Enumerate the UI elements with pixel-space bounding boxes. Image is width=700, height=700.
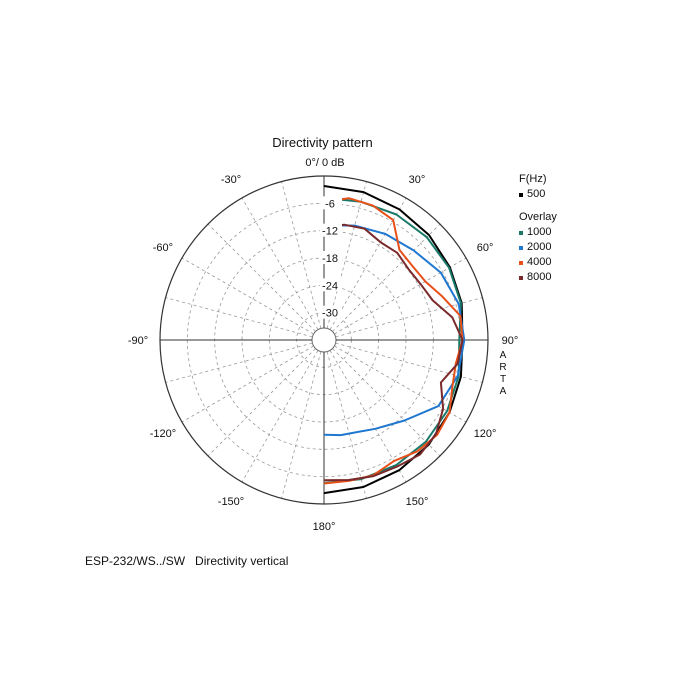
angle-tick-label: -150° — [217, 496, 245, 509]
legend-item-8000 — [519, 270, 557, 285]
chart-title: Directivity pattern — [272, 135, 373, 150]
grid-spoke — [242, 198, 318, 330]
legend — [519, 172, 557, 285]
legend-label: 4000 — [527, 256, 552, 268]
watermark-letter: R — [499, 362, 507, 373]
legend-swatch — [519, 276, 523, 280]
angle-tick-label: -90° — [127, 335, 149, 347]
grid-spoke — [332, 348, 439, 455]
grid-spoke — [242, 350, 318, 482]
grid-spoke — [208, 348, 315, 455]
zero-angle-label: 0°/ 0 dB — [305, 157, 345, 169]
legend-swatch — [519, 231, 523, 235]
angle-tick-label: 150° — [405, 496, 429, 509]
grid-spoke — [330, 350, 406, 482]
angle-tick-label: 60° — [476, 242, 494, 254]
grid-spoke — [282, 182, 321, 329]
angle-tick-label: 90° — [501, 335, 519, 347]
legend-swatch — [519, 261, 523, 265]
legend-item-4000 — [519, 255, 557, 270]
series-4000-line — [324, 198, 463, 483]
legend-label: 500 — [527, 188, 546, 200]
caption: ESP-232/WS../SW Directivity vertical — [85, 554, 289, 568]
legend-item-500 — [519, 187, 557, 202]
legend-item-2000 — [519, 240, 557, 255]
radial-tick-label: -12 — [322, 225, 338, 238]
legend-overlay-header: Overlay — [519, 211, 557, 223]
angle-tick-label: -30° — [220, 173, 242, 186]
radial-tick-label: -6 — [325, 198, 335, 211]
angle-tick-label: 180° — [312, 521, 336, 533]
watermark-letter: T — [499, 374, 507, 385]
grid-spoke — [182, 258, 314, 334]
legend-swatch — [519, 246, 523, 250]
angle-tick-label: -120° — [149, 428, 177, 440]
legend-item-1000 — [519, 225, 557, 240]
grid-spoke — [208, 224, 315, 331]
grid-spoke — [334, 258, 466, 334]
grid-spoke — [182, 346, 314, 422]
legend-header: F(Hz) — [519, 173, 547, 185]
watermark-letter: A — [499, 350, 507, 361]
radial-tick-label: -30 — [322, 307, 338, 320]
angle-tick-label: -60° — [152, 242, 174, 254]
arta-watermark — [497, 350, 509, 398]
legend-label: 1000 — [527, 226, 552, 238]
legend-label: 2000 — [527, 241, 552, 253]
legend-swatch — [519, 193, 523, 197]
legend-label: 8000 — [527, 271, 552, 283]
angle-tick-label: 30° — [408, 173, 426, 186]
watermark-letter: A — [499, 386, 507, 397]
radial-tick-label: -24 — [322, 280, 338, 293]
center-ring — [312, 328, 336, 352]
radial-tick-label: -18 — [322, 253, 338, 265]
angle-tick-label: 120° — [473, 428, 497, 440]
grid-spoke — [332, 224, 439, 331]
